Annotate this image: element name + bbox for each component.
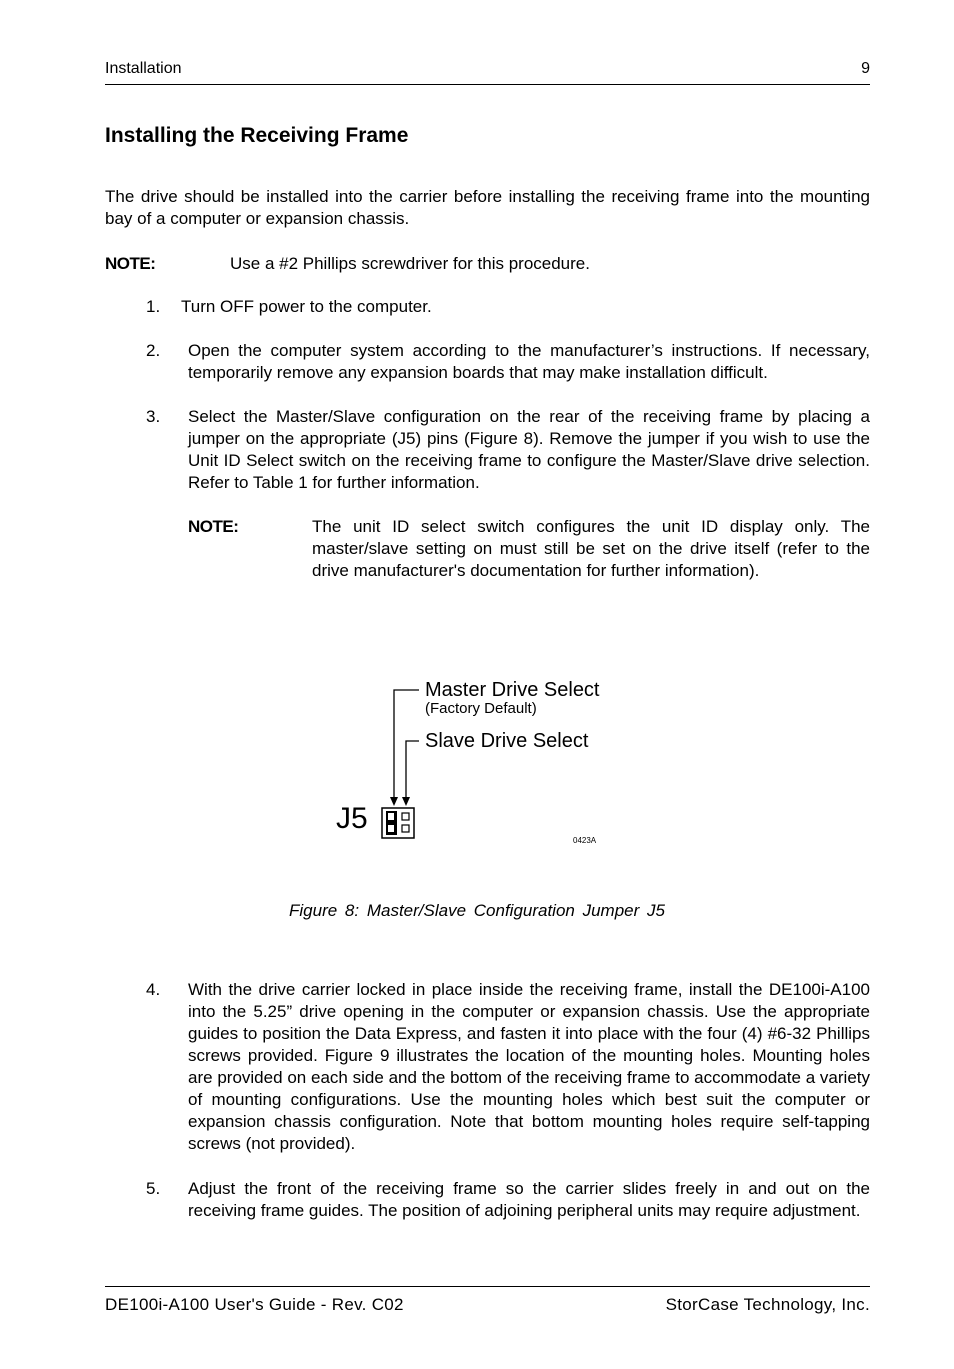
master-arrow-icon (390, 797, 398, 806)
step-number: 2. (146, 341, 161, 360)
step-text: With the drive carrier locked in place inside the receiving frame, install the DE100i-A100 into the 5.25” drive opening in the computer or expansion chassis. Use the appropriate guides to position the Data Express, and fasten it into place with the four (4) #6-32 Phillips screws provided. Figure 9 illustrates the location of the mounting holes. Mounting holes are provided on each side and the bottom of the receiving frame to accommodate a variety of mounting configurations. Use the mounting holes which best suit the computer or expansion chassis configuration. Note that bottom mounting holes require self-tapping screws (not provided). (188, 980, 870, 1153)
page-number: 9 (861, 60, 870, 77)
footer-company: StorCase Technology, Inc. (665, 1295, 870, 1314)
step-text: Select the Master/Slave configuration on the rear of the receiving frame by placing a jumper on the appropriate (J5) pins (Figure 8). Remove the jumper if you wish to use the Unit ID Select switch on the receiving frame to configure the Master/Slave drive selection. Refer to Table 1 for further information. (188, 407, 870, 492)
slave-arrow-icon (402, 797, 410, 806)
step-number: 1. (146, 297, 161, 316)
step-text: Open the computer system according to the manufacturer’s instructions. If necessary, temporarily remove any expansion boards that may make installation difficult. (188, 341, 870, 382)
note-text: Use a #2 Phillips screwdriver for this procedure. (230, 254, 590, 273)
jumper-block-icon (382, 808, 414, 838)
intro-paragraph: The drive should be installed into the carrier before installing the receiving frame into the mounting bay of a computer or expansion chassis. (105, 187, 870, 228)
section-title: Installing the Receiving Frame (105, 124, 409, 147)
slave-leader-line (406, 741, 419, 798)
footer-doc-title: DE100i-A100 User's Guide - Rev. C02 (105, 1295, 404, 1314)
step-number: 4. (146, 980, 161, 999)
connector-label: J5 (336, 802, 368, 835)
step-text: Turn OFF power to the computer. (181, 297, 432, 316)
page-footer (105, 1286, 870, 1314)
note-label-2: NOTE: (188, 517, 239, 536)
note-text-2: The unit ID select switch configures the unit ID display only. The master/slave setting on must still be set on the drive itself (refer to the drive manufacturer's documentation for further information). (312, 517, 870, 580)
slave-drive-label: Slave Drive Select (425, 730, 589, 752)
figure-caption: Figure 8: Master/Slave Configuration Jumper J5 (289, 901, 665, 920)
master-drive-label: Master Drive Select (425, 679, 600, 701)
step-text: Adjust the front of the receiving frame so the carrier slides freely in and out on the receiving frame guides. The position of adjoining peripheral units may require adjustment. (188, 1179, 870, 1220)
step-number: 3. (146, 407, 161, 426)
figure-code: 0423A (573, 836, 597, 845)
step-number: 5. (146, 1179, 161, 1198)
note-label: NOTE: (105, 254, 156, 273)
header-section: Installation (105, 60, 182, 77)
master-default-label: (Factory Default) (425, 700, 537, 717)
